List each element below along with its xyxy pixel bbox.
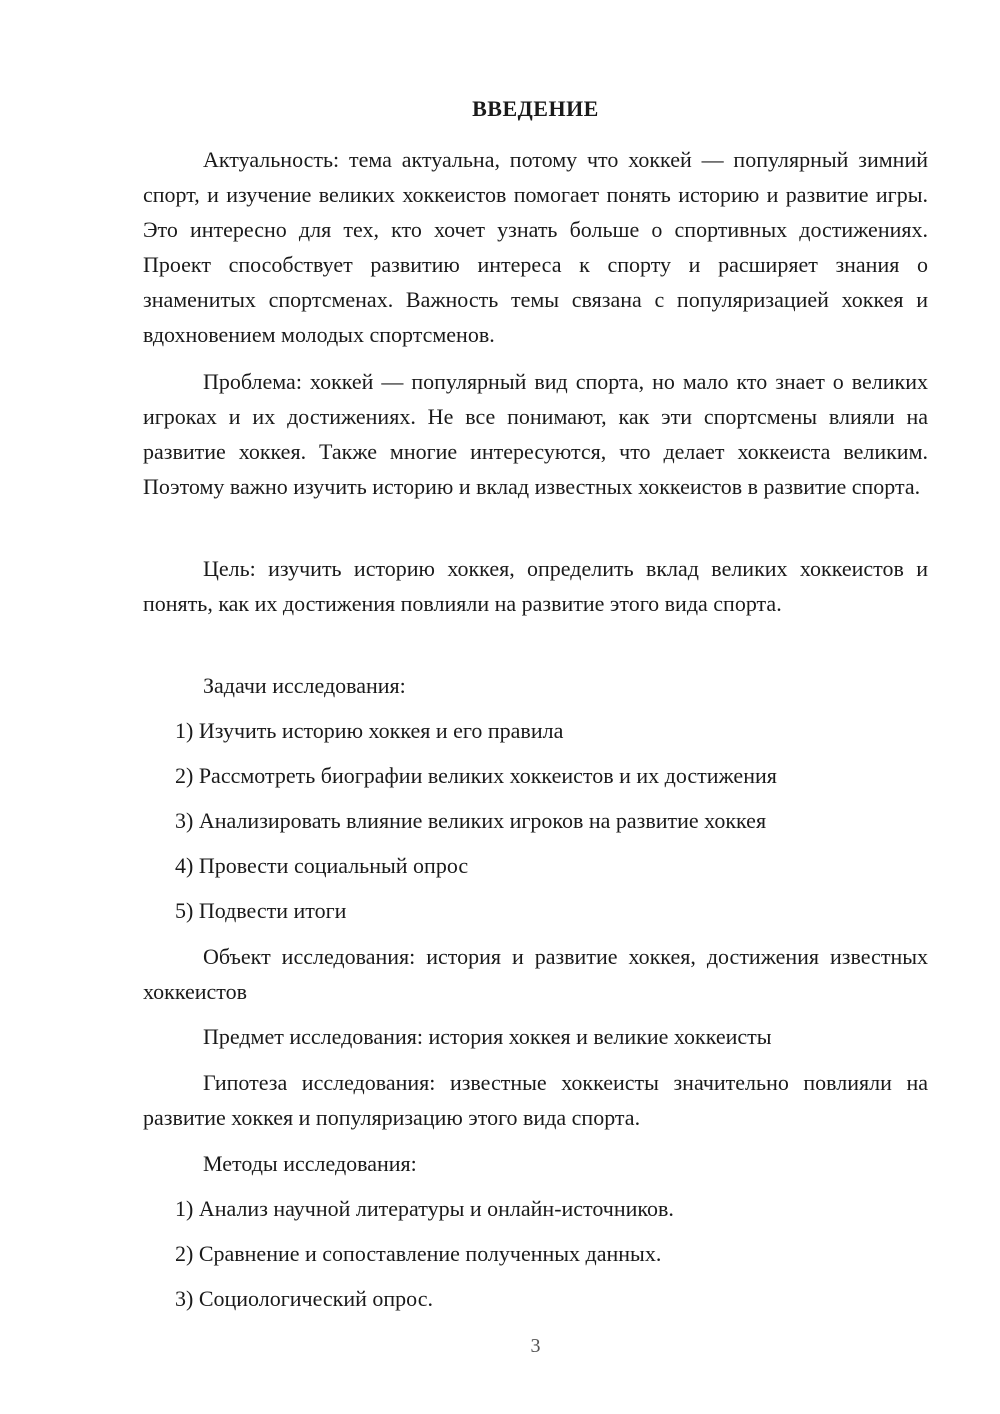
- task-item: 4) Провести социальный опрос: [175, 853, 469, 878]
- method-item: 1) Анализ научной литературы и онлайн-источников.: [175, 1196, 674, 1221]
- subject-line: Предмет исследования: история хоккея и великие хоккеисты: [203, 1024, 772, 1049]
- task-item: 5) Подвести итоги: [175, 898, 347, 923]
- method-item: 2) Сравнение и сопоставление полученных данных.: [175, 1241, 662, 1266]
- hypothesis-paragraph: Гипотеза исследования: известные хоккеисты значительно повлияли на развитие хоккея и популяризацию этого вида спорта.: [143, 1070, 928, 1130]
- document-page: [143, 0, 928, 1414]
- page-title: ВВЕДЕНИЕ: [472, 96, 599, 121]
- methods-heading: Методы исследования:: [203, 1151, 417, 1176]
- relevance-paragraph: Актуальность: тема актуальна, потому что хоккей — популярный зимний спорт, и изучение великих хоккеистов помогает понять историю и развитие игры. Это интересно для тех, кто хочет узнать больше о спортивных достижениях. Проект способствует развитию интереса к спорту и расширяет знания о знаменитых спортсменах. Важность темы связана с популяризацией хоккея и вдохновением молодых спортсменов.: [143, 147, 928, 347]
- task-item: 1) Изучить историю хоккея и его правила: [175, 718, 564, 743]
- method-item: 3) Социологический опрос.: [175, 1286, 433, 1311]
- task-item: 2) Рассмотреть биографии великих хоккеистов и их достижения: [175, 763, 777, 788]
- tasks-heading: Задачи исследования:: [203, 673, 406, 698]
- object-paragraph: Объект исследования: история и развитие хоккея, достижения известных хоккеистов: [143, 944, 928, 1004]
- page-number: 3: [530, 1335, 541, 1357]
- task-item: 3) Анализировать влияние великих игроков на развитие хоккея: [175, 808, 767, 833]
- goal-paragraph: Цель: изучить историю хоккея, определить вклад великих хоккеистов и понять, как их достижения повлияли на развитие этого вида спорта.: [143, 556, 928, 616]
- problem-paragraph: Проблема: хоккей — популярный вид спорта, но мало кто знает о великих игроках и их достижениях. Не все понимают, как эти спортсмены влияли на развитие хоккея. Также многие интересуются, что делает хоккеиста великим. Поэтому важно изучить историю и вклад известных хоккеистов в развитие спорта.: [143, 369, 928, 499]
